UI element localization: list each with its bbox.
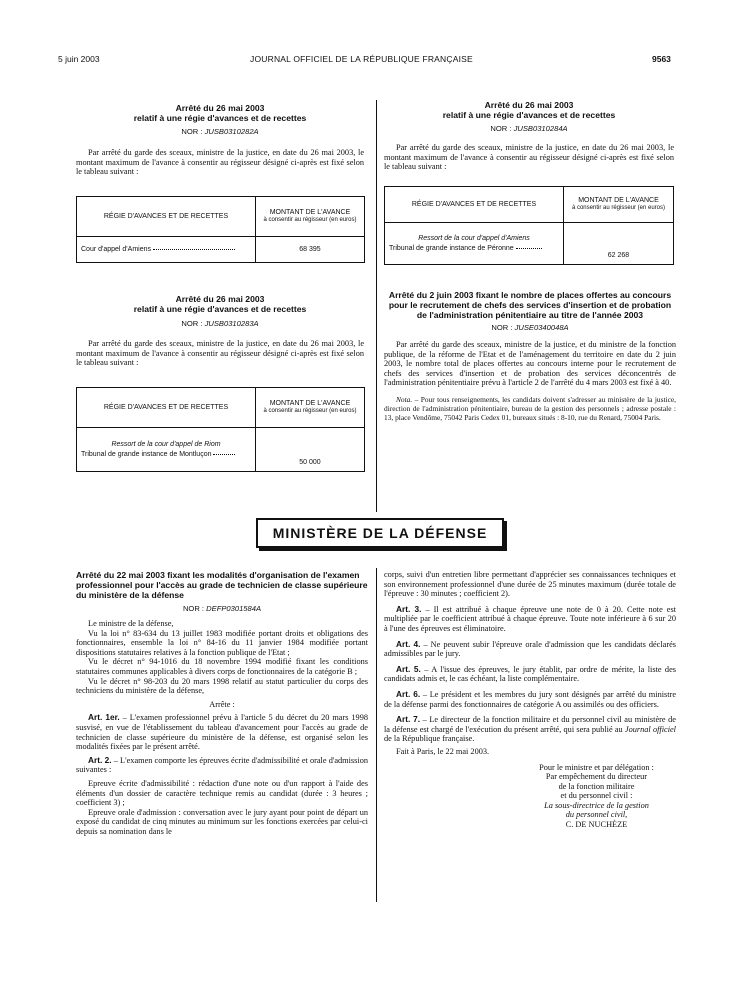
defense-p1: Le ministre de la défense, (88, 619, 174, 628)
table-header-montant: MONTANT DE L'AVANCE à consentir au régisseur (en euros) (256, 197, 365, 237)
table-header-regie: RÉGIE D'AVANCES ET DE RECETTES (77, 197, 256, 237)
table-header-regie: RÉGIE D'AVANCES ET DE RECETTES (77, 388, 256, 428)
arrete-1-title: Arrêté du 26 mai 2003 (175, 103, 265, 113)
arrete-1-nor: NOR : JUSB0310282A (181, 127, 259, 136)
defense-art1: Art. 1er. – L'examen professionnel prévu à l'article 5 du décret du 20 mars 1998 susvisé, en vue de l'établissement du tableau d'avancement pour l'accès au grade de technicien de classe supérieure du ministère de la défense, est organisé selon les modalités fixées par le présent arrêté. (76, 712, 368, 752)
sig-line-6: du personnel civil, (565, 810, 628, 820)
defense-cont: corps, suivi d'un entretien libre permettant d'apprécier ses connaissances techniques et son environnement professionnel d'une durée de 25 minutes maximum (durée totale de l'épreuve : 30 minutes ; coefficient 2). (384, 570, 676, 599)
defense-p3: Vu le décret n° 94-1016 du 18 novembre 1994 modifié fixant les conditions statutaires communes applicables à divers corps de fonctionnaires de la catégorie B ; (76, 657, 368, 676)
defense-art7: Art. 7. – Le directeur de la fonction militaire et du personnel civil au ministère de la défense est chargé de l'exécution du présent arrêté, qui sera publié au Journal officiel de la République française. (384, 714, 676, 744)
arrete-2-nor: NOR : JUSB0310283A (181, 319, 259, 328)
signature-block (514, 763, 679, 830)
ministry-banner: MINISTÈRE DE LA DÉFENSE (256, 518, 504, 548)
sig-line-3: de la fonction militaire (558, 781, 635, 791)
arrete-4-nor: NOR : JUSE0340048A (491, 323, 569, 332)
arrete-4-body: Par arrêté du garde des sceaux, ministre de la justice, et du ministre de la fonction publique, de la réforme de l'Etat et de l'aménagement du territoire en date du 2 juin 2003, le nombre total de places offertes au concours interne pour le recrutement de chefs des services d'insertion et de probation des services déconcentrés de l'administration pénitentiaire prévu à l'article 2 de l'arrêté du 4 mars 2003 est fixé à 40. (384, 340, 676, 388)
defense-art2: Art. 2. – L'examen comporte les épreuves écrite d'admissibilité et orale d'admission suivantes : (76, 754, 368, 775)
sig-line-2: Par empêchement du directeur (545, 772, 648, 782)
arrete-3-body: Par arrêté du garde des sceaux, ministre de la justice, en date du 26 mai 2003, le montant maximum de l'avance à consentir au régisseur désigné ci-après est fixé selon le tableau suivant : (384, 143, 674, 172)
table-row-label: Ressort de la cour d'appel d'Amiens Tribunal de grande instance de Péronne (385, 223, 564, 265)
arrete-2-subtitle: relatif à une régie d'avances et de recettes (133, 304, 307, 314)
table-row-value: 62 268 (564, 223, 674, 265)
arrete-3-subtitle: relatif à une régie d'avances et de recettes (442, 110, 616, 120)
journal-title: JOURNAL OFFICIEL DE LA RÉPUBLIQUE FRANÇAISE (250, 54, 473, 64)
arrete-2-body: Par arrêté du garde des sceaux, ministre de la justice, en date du 26 mai 2003, le montant maximum de l'avance à consentir au régisseur désigné ci-après est fixé selon le tableau suivant : (76, 339, 364, 368)
arrete-3-nor: NOR : JUSB0310284A (490, 124, 568, 133)
arrete-1-subtitle: relatif à une régie d'avances et de recettes (133, 113, 307, 123)
defense-art3: Art. 3. – Il est attribué à chaque épreuve une note de 0 à 20. Cette note est multipliée par le coefficient attribué à chaque épreuve. Toute note inférieure à 6 sur 20 à l'une des épreuves est éliminatoire. (384, 603, 677, 633)
defense-orale: Epreuve orale d'admission : conversation avec le jury ayant pour point de départ un exposé du candidat de cinq minutes au minimum sur les fonctions exercées par celui-ci depuis sa nomination dans le (76, 807, 368, 836)
arrete-3 (384, 100, 674, 172)
defense-nor: NOR : DEFP0301584A (182, 604, 262, 613)
arrete-4-title: Arrêté du 2 juin 2003 fixant le nombre de places offertes au concours pour le recrutement de chefs des services d'insertion et de probation de l'administration pénitentiaire au titre de l'année 2003 (388, 290, 672, 320)
defense-art4: Art. 4. – Ne peuvent subir l'épreuve orale d'admission que les candidats déclarés admissibles par le jury. (384, 638, 676, 659)
defense-p4: Vu le décret n° 98-203 du 20 mars 1998 relatif au statut particulier du corps des techniciens du ministère de la défense, (76, 676, 368, 696)
table-row-value: 68 395 (256, 237, 365, 263)
sig-line-1: Pour le ministre et par délégation : (539, 762, 654, 772)
sig-line-5: La sous-directrice de la gestion (544, 800, 649, 810)
arrete-1-body: Par arrêté du garde des sceaux, ministre de la justice, en date du 26 mai 2003, le montant maximum de l'avance à consentir au régisseur désigné ci-après est fixé selon le tableau suivant : (76, 148, 364, 177)
column-divider (376, 100, 377, 512)
arrete-4-note: Nota. – Pour tous renseignements, les candidats doivent s'adresser au ministère de la justice, direction de l'administration pénitentiaire, bureau de la gestion des personnels ; adresse postale : 13, place Vendôme, 75042 Paris Cedex 01, bureaux situés : 8-10, rue du Renard, 75004 Paris. (384, 394, 676, 422)
arrete-4 (384, 290, 676, 422)
arrete-3-table (384, 186, 674, 265)
table-header-regie: RÉGIE D'AVANCES ET DE RECETTES (385, 187, 564, 223)
defense-p2: Vu la loi n° 83-634 du 13 juillet 1983 modifiée portant droits et obligations des fonctionnaires, ensemble la loi n° 84-16 du 11 janvier 1984 modifiée portant dispositions statutaires relatives à la fonction publique de l'Etat ; (76, 628, 368, 657)
arrete-2-title: Arrêté du 26 mai 2003 (175, 294, 265, 304)
defense-title: Arrêté du 22 mai 2003 fixant les modalités d'organisation de l'examen professionnel pour l'accès au grade de technicien de classe supérieure du ministère de la défense (76, 570, 368, 600)
arrete-1 (76, 103, 364, 177)
defense-arrete-left (76, 570, 368, 836)
table-header-montant: MONTANT DE L'AVANCE à consentir au régisseur (en euros) (256, 388, 365, 428)
arrete-2-table (76, 387, 365, 472)
defense-art6: Art. 6. – Le président et les membres du jury sont désignés par arrêté du ministre de la défense parmi des fonctionnaires de catégorie A ou assimilés ou des officiers. (384, 688, 677, 709)
arrete-2 (76, 294, 364, 368)
table-row-value: 50 000 (256, 428, 365, 472)
column-divider-2 (376, 568, 377, 902)
defense-arrete-right (384, 570, 676, 830)
sig-line-4: et du personnel civil : (560, 791, 633, 801)
page-number: 9563 (652, 54, 671, 64)
sig-name: C. DE NUCHÈZE (565, 820, 628, 830)
table-header-montant: MONTANT DE L'AVANCE à consentir au régisseur (en euros) (564, 187, 674, 223)
defense-fait: Fait à Paris, le 22 mai 2003. (396, 746, 490, 756)
defense-arrete: Arrête : (209, 699, 235, 709)
table-row-label: Cour d'appel d'Amiens (77, 237, 256, 263)
table-row-label: Ressort de la cour d'appel de Riom Tribunal de grande instance de Montluçon (77, 428, 256, 472)
defense-art5: Art. 5. – A l'issue des épreuves, le jury établit, par ordre de mérite, la liste des candidats admis et, le cas échéant, la liste complémentaire. (384, 663, 676, 684)
defense-ecrite: Epreuve écrite d'admissibilité : rédaction d'une note ou d'un rapport à l'aide des éléments d'un dossier de caractère technique remis au candidat (durée : 3 heures ; coefficient 3) ; (76, 778, 368, 808)
arrete-1-table (76, 196, 365, 263)
header-date: 5 juin 2003 (58, 54, 100, 64)
arrete-3-title: Arrêté du 26 mai 2003 (484, 100, 574, 110)
